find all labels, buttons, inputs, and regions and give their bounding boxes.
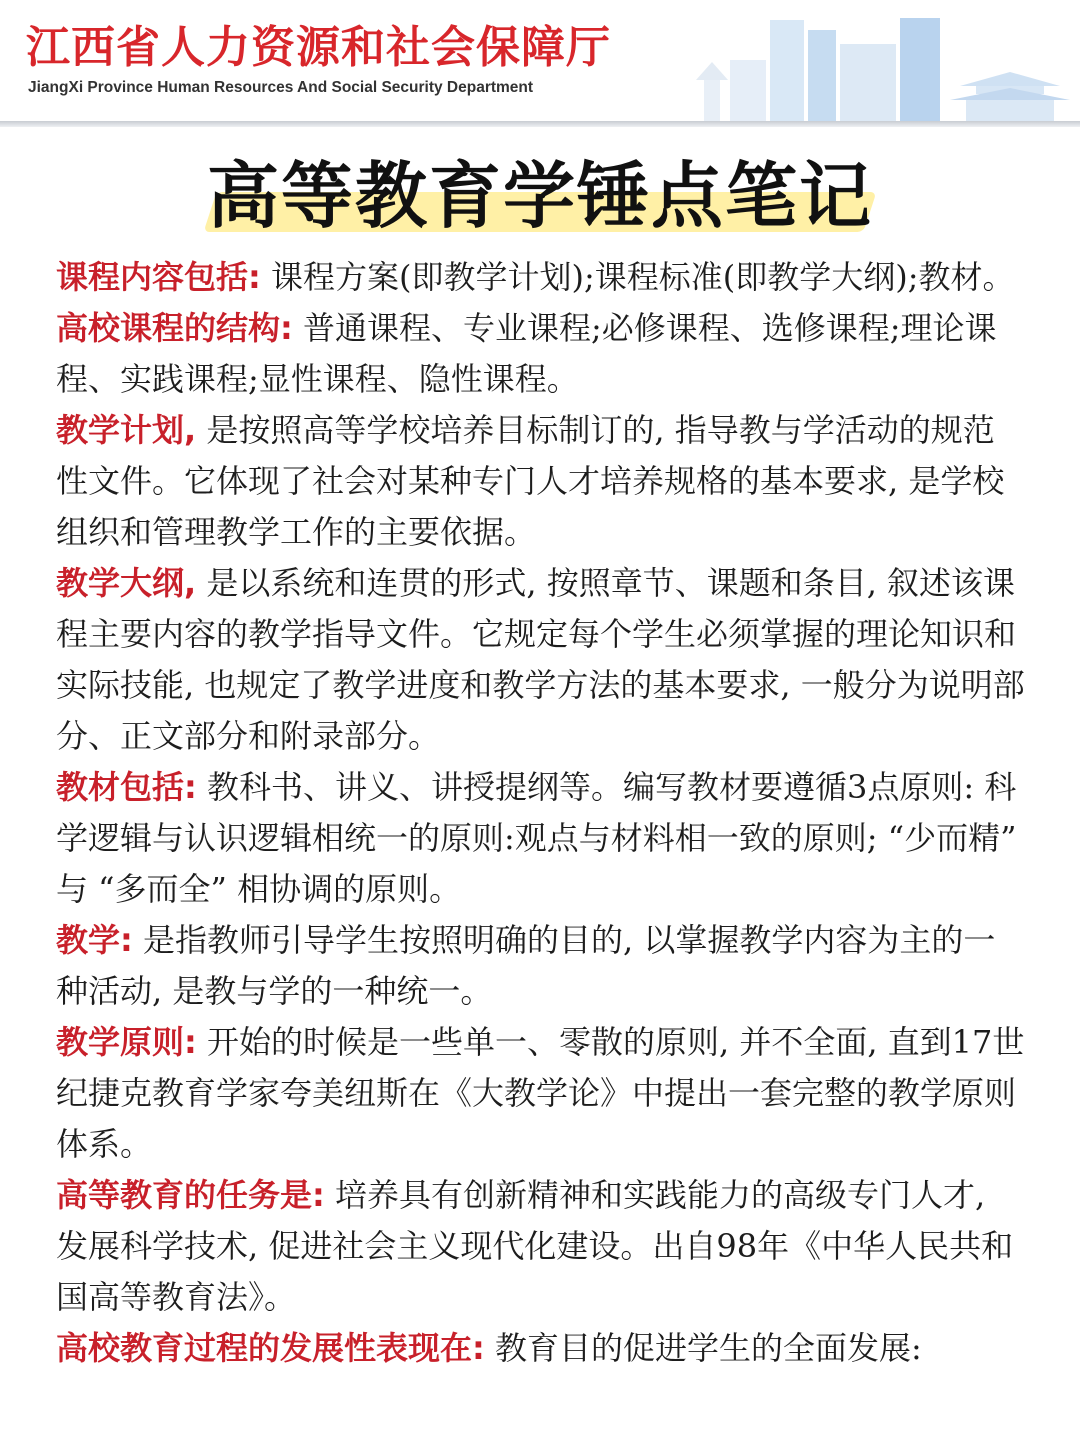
note-text: 教科书、讲义、讲授提纲等。编写教材要遵循3点原则: 科学逻辑与认识逻辑相统一的原则:观点与材料相一致的原则; “少而精” 与 “多而全” 相协调的原则。	[56, 768, 1017, 908]
note-term: 教学计划,	[56, 411, 197, 449]
note-text: 是指教师引导学生按照明确的目的, 以掌握教学内容为主的一种活动, 是教与学的一种统一。	[56, 921, 996, 1010]
skyline-tower-4	[900, 18, 940, 122]
decor-roof	[696, 62, 728, 80]
note-paragraph	[56, 1017, 1026, 1170]
note-term: 教学:	[56, 921, 133, 959]
note-term: 高校教育过程的发展性表现在:	[56, 1329, 485, 1367]
note-term: 教材包括:	[56, 768, 197, 806]
note-term: 课程内容包括:	[56, 258, 261, 296]
skyline-tower-5	[730, 60, 766, 122]
note-paragraph	[56, 558, 1026, 762]
notes-body	[56, 252, 1026, 1374]
note-term: 高等教育的任务是:	[56, 1176, 325, 1214]
note-paragraph	[56, 1170, 1026, 1323]
note-paragraph	[56, 405, 1026, 558]
note-text: 课程方案(即教学计划);课程标准(即教学大纲);教材。	[260, 258, 1015, 296]
skyline-tower-3	[840, 44, 896, 122]
skyline-tower-2	[808, 30, 836, 122]
note-text: 是以系统和连贯的形式, 按照章节、课题和条目, 叙述该课程主要内容的教学指导文件。它规定每个学生必须掌握的理论知识和实际技能, 也规定了教学进度和教学方法的基本要求, 一般分为说明部分、正文部分和附录部分。	[56, 564, 1025, 755]
note-text: 培养具有创新精神和实践能力的高级专门人才, 发展科学技术, 促进社会主义现代化建设。出自98年《中华人民共和国高等教育法》。	[56, 1176, 1014, 1316]
note-text: 教育目的促进学生的全面发展:	[484, 1329, 922, 1367]
org-name: 江西省人力资源和社会保障厅	[26, 22, 611, 73]
header-banner	[0, 0, 1080, 122]
note-term: 教学原则:	[56, 1023, 197, 1061]
note-text: 是按照高等学校培养目标制订的, 指导教与学活动的规范性文件。它体现了社会对某种专门人才培养规格的基本要求, 是学校组织和管理教学工作的主要依据。	[56, 411, 1005, 551]
note-term: 教学大纲,	[56, 564, 197, 602]
note-term: 高校课程的结构:	[56, 309, 293, 347]
org-name-english: JiangXi Province Human Resources And Social Security Department	[28, 79, 534, 96]
building-skyline-illustration	[600, 0, 1080, 122]
note-paragraph	[56, 762, 1026, 915]
page-title: 高等教育学锤点笔记	[206, 154, 873, 238]
note-text: 普通课程、专业课程;必修课程、选修课程;理论课程、实践课程;显性课程、隐性课程。	[56, 309, 997, 398]
decor-pillar	[704, 80, 720, 122]
header-divider	[0, 121, 1080, 127]
title-area	[0, 152, 1080, 242]
pavilion-base	[966, 100, 1054, 122]
note-paragraph	[56, 1323, 1026, 1374]
note-paragraph	[56, 303, 1026, 405]
pavilion-roof-bottom	[950, 88, 1070, 100]
skyline-tower-1	[770, 20, 804, 122]
note-text: 开始的时候是一些单一、零散的原则, 并不全面, 直到17世纪捷克教育学家夸美纽斯在《大教学论》中提出一套完整的教学原则体系。	[56, 1023, 1025, 1163]
note-paragraph	[56, 915, 1026, 1017]
note-paragraph	[56, 252, 1026, 303]
pavilion-roof-top	[960, 72, 1060, 86]
